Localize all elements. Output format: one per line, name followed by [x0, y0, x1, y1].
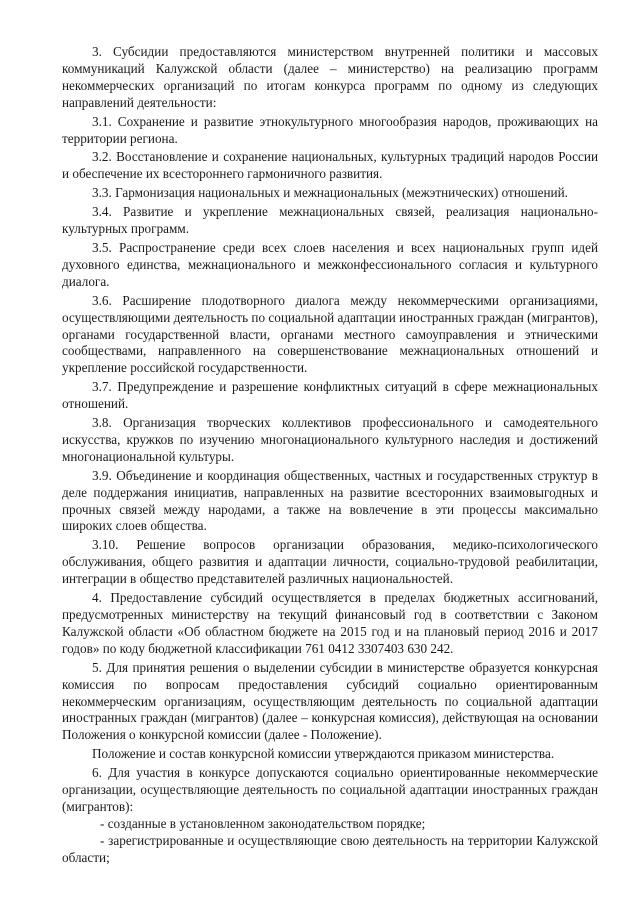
- paragraph-3-8: 3.8. Организация творческих коллективов профессионального и самодеятельного искусства, кружков по изучению многонационального культурного наследия и достижений многонациональной культуры.: [62, 415, 598, 464]
- document-page: [62, 44, 598, 867]
- paragraph-3-1: 3.1. Сохранение и развитие этнокультурного многообразия народов, проживающих на территории региона.: [62, 113, 598, 146]
- paragraph-3-7: 3.7. Предупреждение и разрешение конфликтных ситуаций в сфере межнациональных отношений.: [62, 379, 598, 412]
- paragraph-3: 3. Субсидии предоставляются министерством внутренней политики и массовых коммуникаций Калужской области (далее – министерство) на реализацию программ некоммерческих организаций по итогам конкурса программ по одному из следующих направлений деятельности:: [62, 44, 598, 110]
- paragraph-3-5: 3.5. Распространение среди всех слоев населения и всех национальных групп идей духовного единства, межнационального и межконфессионального согласия и культурного диалога.: [62, 239, 598, 289]
- paragraph-3-4: 3.4. Развитие и укрепление межнациональных связей, реализация национально-культурных программ.: [62, 204, 598, 237]
- paragraph-4: 4. Предоставление субсидий осуществляется в пределах бюджетных ассигнований, предусмотренных министерству на текущий финансовый год в соответствии с Законом Калужской области «Об областном бюджете на 2015 год и на плановый период 2016 и 2017 годов» по коду бюджетной классификации 761 0412 3307403 630 242.: [62, 590, 598, 656]
- paragraph-3-3: 3.3. Гармонизация национальных и межнациональных (межэтнических) отношений.: [92, 185, 568, 201]
- paragraph-5: 5. Для принятия решения о выделении субсидии в министерстве образуется конкурсная комиссия по вопросам предоставления субсидий социально ориентированным некоммерческим организациям, осуществляющим деятельность по социальной адаптации иностранных граждан (мигрантов) (далее – конкурсная комиссия), действующая на основании Положения о конкурсной комиссии (далее - Положение).: [62, 659, 598, 743]
- paragraph-6: 6. Для участия в конкурсе допускаются социально ориентированные некоммерческие организации, осуществляющие деятельность по социальной адаптации иностранных граждан (мигрантов):: [62, 765, 598, 814]
- paragraph-3-6: 3.6. Расширение плодотворного диалога между некоммерческими организациями, осуществляющими деятельность по социальной адаптации иностранных граждан (мигрантов), органами государственной власти, органами местного самоуправления и этническими сообществами, направленного на совершенствование межнациональных отношений и укрепление российской государственности.: [62, 292, 598, 376]
- list-item-registered: - зарегистрированные и осуществляющие свою деятельность на территории Калужской области;: [62, 832, 598, 865]
- paragraph-3-10: 3.10. Решение вопросов организации образования, медико-психологического обслуживания, общего развития и адаптации личности, социально-трудовой реабилитации, интеграции в общество представителей различных национальностей.: [62, 537, 598, 587]
- list-item-created: - созданные в установленном законодательством порядке;: [100, 815, 426, 831]
- paragraph-3-2: 3.2. Восстановление и сохранение национальных, культурных традиций народов России и обеспечение их всестороннего гармоничного развития.: [62, 149, 598, 182]
- paragraph-5-note: Положение и состав конкурсной комиссии утверждаются приказом министерства.: [92, 746, 555, 762]
- paragraph-3-9: 3.9. Объединение и координация общественных, частных и государственных структур в деле поддержания инициатив, направленных на развитие всесторонних взаимовыгодных и прочных связей между народами, а также на вовлечение в эти процессы максимально широких слоев общества.: [62, 467, 598, 534]
